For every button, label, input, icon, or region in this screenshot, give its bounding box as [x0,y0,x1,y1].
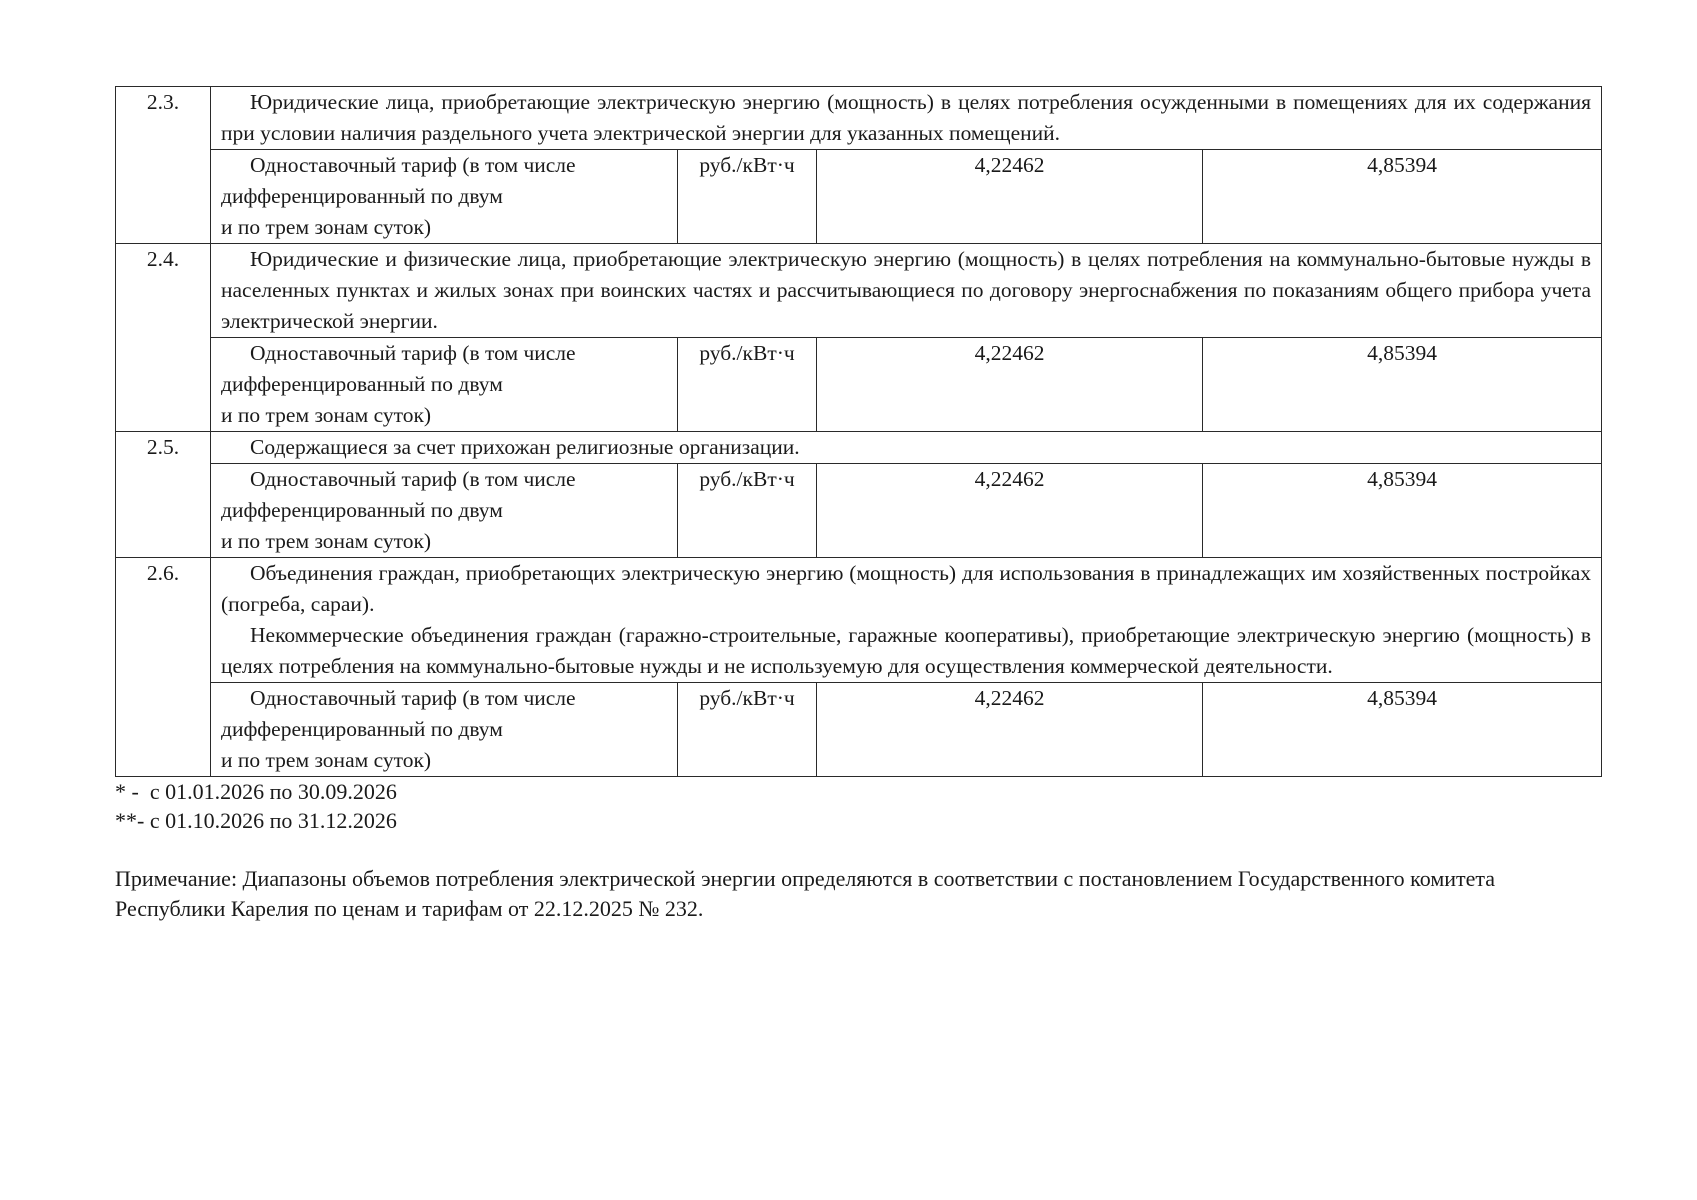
tariff-name-line: дифференцированный по двум [221,498,503,522]
table-row [116,432,1602,464]
tariff-row [116,683,1602,777]
tariff-name-line: дифференцированный по двум [221,717,503,741]
tariff-name-line: и по трем зонам суток) [221,529,432,553]
tariff-value-period-1: 4,22462 [817,338,1203,432]
tariff-value-period-1: 4,22462 [817,683,1203,777]
footnote-period-1: * - с 01.01.2026 по 30.09.2026 [115,779,397,804]
description-paragraph: Некоммерческие объединения граждан (гаражно-строительные, гаражные кооперативы), приобретающие электрическую энергию (мощность) в целях потребления на коммунально-бытовые нужды и не используемую для осуществления коммерческой деятельности. [221,623,1592,678]
tariff-name-line: Одноставочный тариф (в том числе [250,153,576,177]
consumer-group-description [211,244,1602,338]
consumer-group-description [211,87,1602,150]
tariff-value-period-2: 4,85394 [1203,683,1602,777]
row-number: 2.5. [116,432,211,558]
tariff-row [116,150,1602,244]
consumer-group-description [211,558,1602,683]
tariff-name-line: дифференцированный по двум [221,184,503,208]
table-row [116,244,1602,338]
document-content [115,86,1601,924]
tariff-unit: руб./кВт·ч [678,150,817,244]
table-row [116,87,1602,150]
tariff-name [211,150,678,244]
tariff-table [115,86,1602,777]
tariff-name [211,464,678,558]
row-number: 2.3. [116,87,211,244]
table-row [116,558,1602,683]
description-paragraph: Юридические и физические лица, приобретающие электрическую энергию (мощность) в целях потребления на коммунально-бытовые нужды в населенных пунктах и жилых зонах при воинских частях и рассчитывающиеся по договору энергоснабжения по показаниям общего прибора учета электрической энергии. [221,247,1592,333]
footnotes [115,777,1601,835]
tariff-value-period-2: 4,85394 [1203,464,1602,558]
tariff-unit: руб./кВт·ч [678,683,817,777]
tariff-name [211,683,678,777]
description-paragraph: Юридические лица, приобретающие электрическую энергию (мощность) в целях потребления осужденными в помещениях для их содержания при условии наличия раздельного учета электрической энергии для указанных помещений. [221,90,1592,145]
tariff-name-line: Одноставочный тариф (в том числе [250,341,576,365]
tariff-name-line: дифференцированный по двум [221,372,503,396]
row-number: 2.4. [116,244,211,432]
tariff-value-period-2: 4,85394 [1203,338,1602,432]
description-paragraph: Объединения граждан, приобретающих электрическую энергию (мощность) для использования в принадлежащих им хозяйственных постройках (погреба, сараи). [221,561,1592,616]
tariff-row [116,464,1602,558]
tariff-unit: руб./кВт·ч [678,338,817,432]
tariff-name [211,338,678,432]
tariff-unit: руб./кВт·ч [678,464,817,558]
tariff-name-line: и по трем зонам суток) [221,403,432,427]
description-paragraph: Содержащиеся за счет прихожан религиозные организации. [250,435,800,459]
tariff-name-line: Одноставочный тариф (в том числе [250,686,576,710]
note-paragraph: Примечание: Диапазоны объемов потребления электрической энергии определяются в соответствии с постановлением Государственного комитета Республики Карелия по ценам и тарифам от 22.12.2025 № 232. [115,866,1496,921]
footnote-period-2: **- с 01.10.2026 по 31.12.2026 [115,808,397,833]
consumer-group-description [211,432,1602,464]
tariff-row [116,338,1602,432]
tariff-name-line: Одноставочный тариф (в том числе [250,467,576,491]
tariff-value-period-1: 4,22462 [817,464,1203,558]
row-number: 2.6. [116,558,211,777]
tariff-value-period-2: 4,85394 [1203,150,1602,244]
tariff-name-line: и по трем зонам суток) [221,748,432,772]
tariff-name-line: и по трем зонам суток) [221,215,432,239]
tariff-value-period-1: 4,22462 [817,150,1203,244]
